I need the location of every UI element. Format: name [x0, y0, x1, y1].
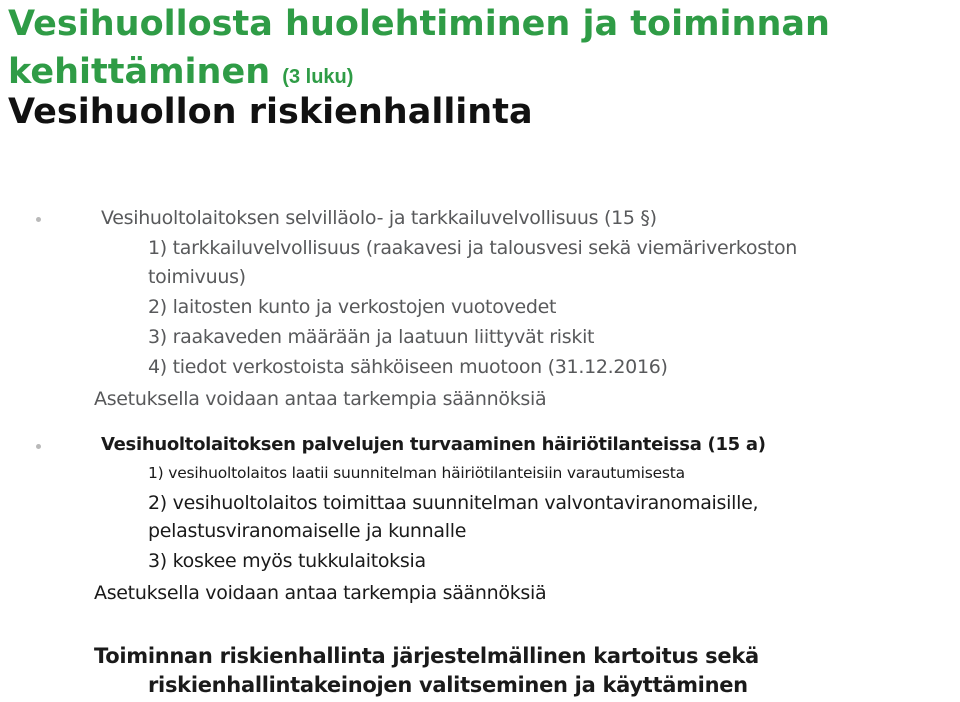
- slide-title-text: Vesihuollosta huolehtiminen ja toiminnan kehittäminen: [8, 4, 830, 92]
- section2-item1: 1) vesihuoltolaitos laatii suunnitelman häiriötilanteisiin varautumisesta: [148, 464, 685, 482]
- slide-subtitle: Vesihuollon riskienhallinta: [8, 92, 533, 132]
- section1-heading: Vesihuoltolaitoksen selvilläolo- ja tarkkailuvelvollisuus (15 §): [101, 207, 657, 229]
- section2-item3: 3) koskee myös tukkulaitoksia: [148, 550, 426, 572]
- section2-heading: Vesihuoltolaitoksen palvelujen turvaaminen häiriötilanteissa (15 a): [101, 434, 766, 455]
- slide-title-suffix: (3 luku): [282, 66, 354, 88]
- section2-note: Asetuksella voidaan antaa tarkempia säännöksiä: [94, 582, 547, 604]
- slide-title: [8, 0, 958, 101]
- bullet-dot-icon: [36, 217, 41, 222]
- section1-item3: 3) raakaveden määrään ja laatuun liittyvät riskit: [148, 326, 595, 348]
- section1-item2: 2) laitosten kunto ja verkostojen vuotovedet: [148, 296, 557, 318]
- section1-item1-line2: toimivuus): [148, 266, 246, 288]
- conclusion-line2: riskienhallintakeinojen valitseminen ja käyttäminen: [148, 673, 748, 697]
- conclusion-line1: Toiminnan riskienhallinta järjestelmällinen kartoitus sekä: [94, 644, 759, 668]
- section1-note: Asetuksella voidaan antaa tarkempia säännöksiä: [94, 388, 547, 410]
- section1-item1-line1: 1) tarkkailuvelvollisuus (raakavesi ja talousvesi sekä viemäriverkoston: [148, 237, 798, 259]
- section2-item2-line2: pelastusviranomaiselle ja kunnalle: [148, 520, 467, 542]
- section2-item2-line1: 2) vesihuoltolaitos toimittaa suunnitelman valvontaviranomaisille,: [148, 492, 759, 514]
- section1-item4: 4) tiedot verkostoista sähköiseen muotoon (31.12.2016): [148, 356, 668, 378]
- bullet-dot-icon: [36, 444, 41, 449]
